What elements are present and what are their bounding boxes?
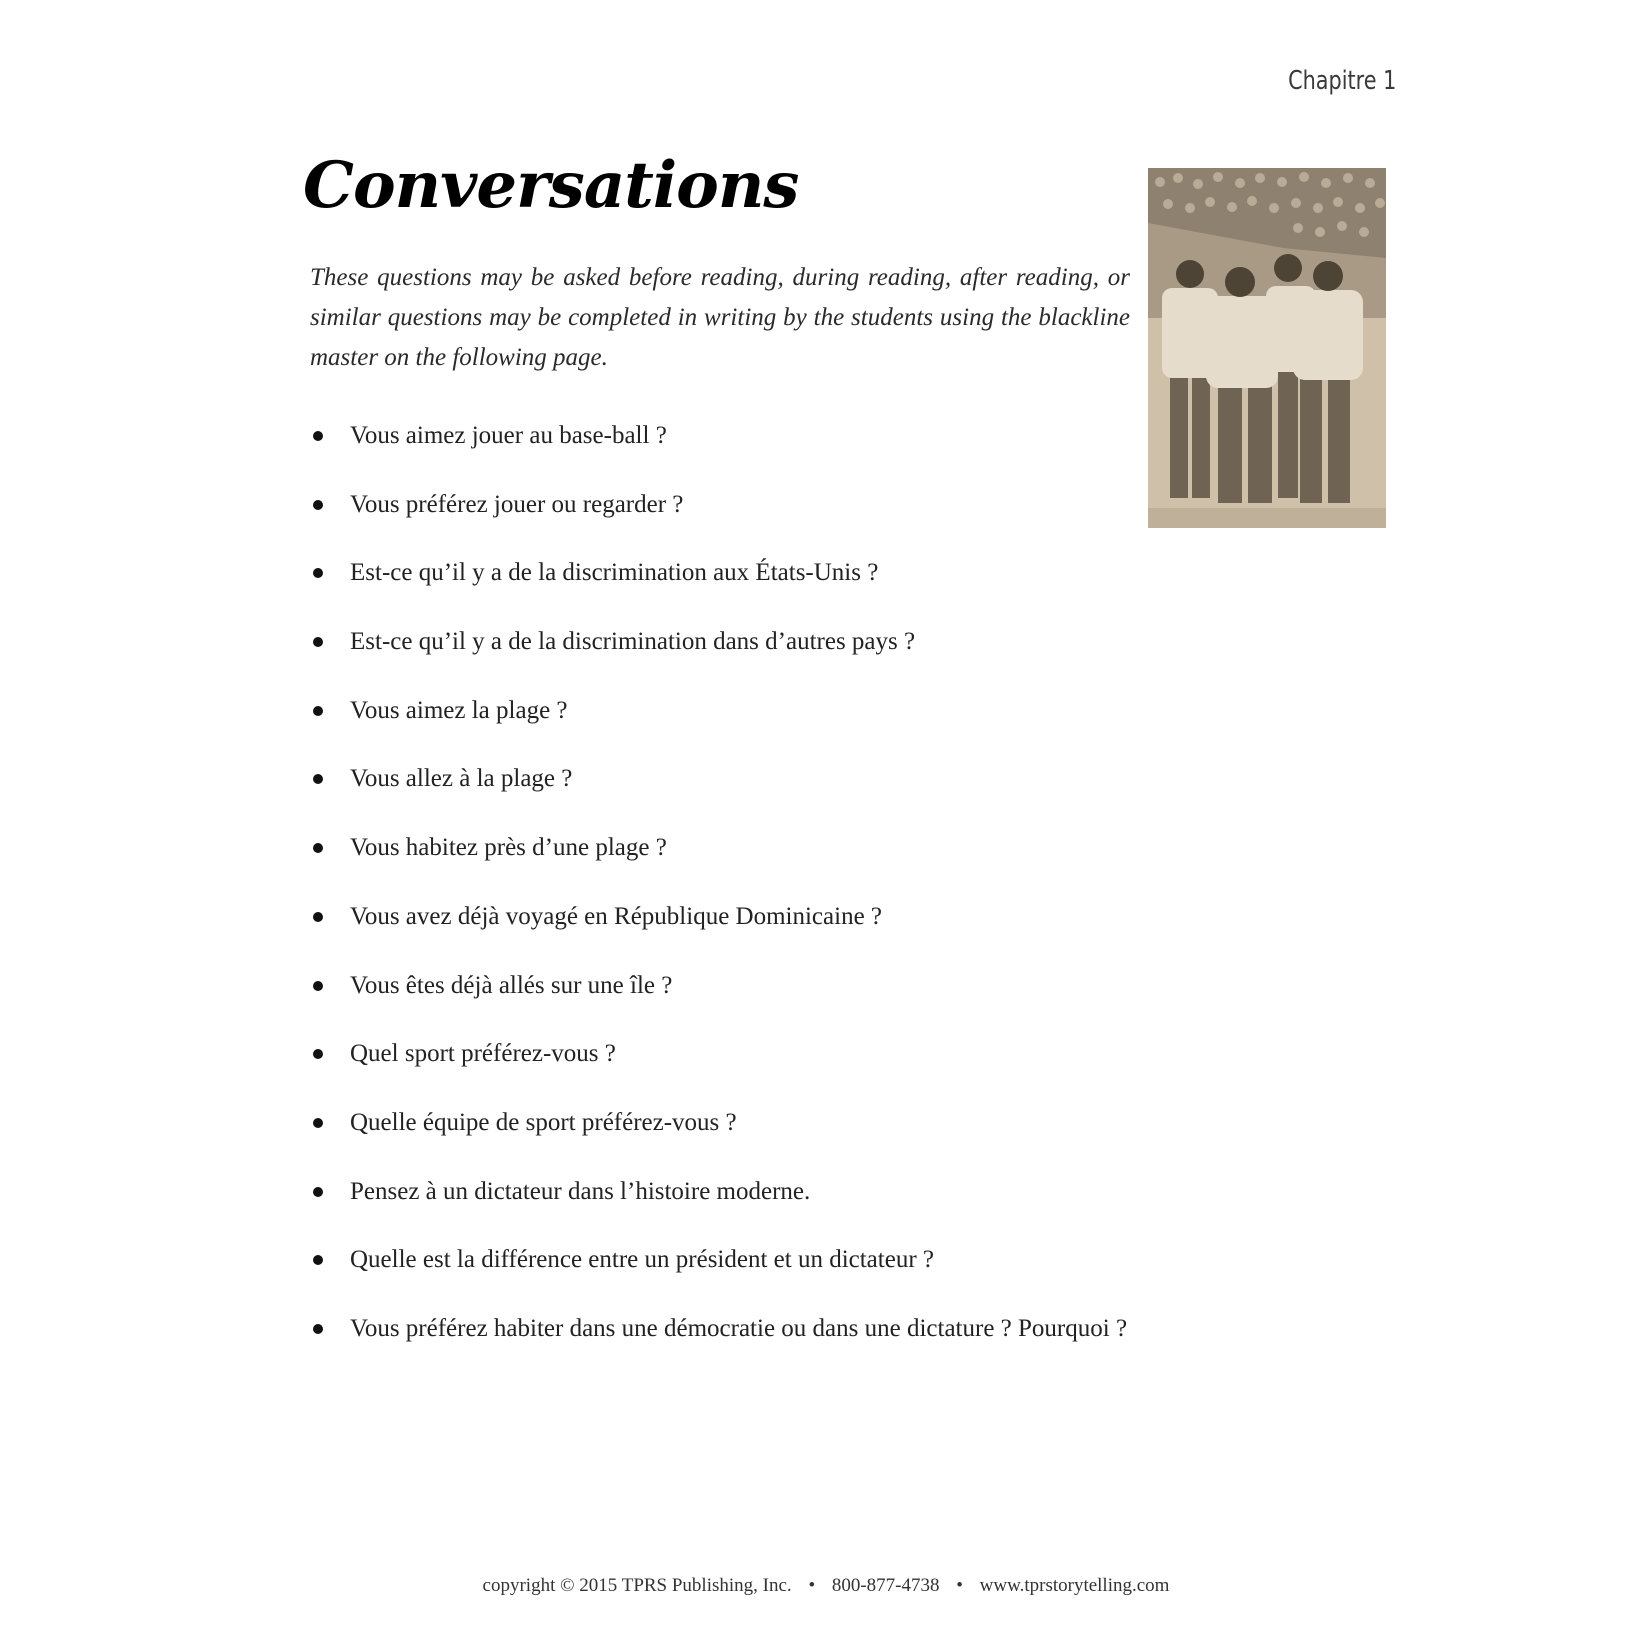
question-text: Vous allez à la plage ? xyxy=(350,765,573,793)
bullet-icon xyxy=(313,1324,323,1334)
bullet-icon xyxy=(313,843,323,853)
bullet-icon xyxy=(313,637,323,647)
list-item xyxy=(310,764,1127,833)
list-item xyxy=(310,971,1127,1040)
bullet-icon xyxy=(313,1049,323,1059)
bullet-icon xyxy=(313,1118,323,1128)
question-text: Vous avez déjà voyagé en République Dominicaine ? xyxy=(350,902,883,930)
umpires-photo-icon xyxy=(1148,168,1386,528)
page-footer xyxy=(0,1575,1652,1597)
bullet-icon xyxy=(313,912,323,922)
question-text: Vous êtes déjà allés sur une île ? xyxy=(350,971,673,999)
question-text: Quelle équipe de sport préférez-vous ? xyxy=(350,1108,737,1136)
list-item xyxy=(310,696,1127,765)
footer-separator: • xyxy=(956,1575,963,1596)
bullet-icon xyxy=(313,431,323,441)
question-text: Vous préférez habiter dans une démocratie ou dans une dictature ? Pourquoi ? xyxy=(350,1314,1128,1342)
question-text: Vous aimez la plage ? xyxy=(350,696,568,724)
list-item xyxy=(310,902,1127,971)
umpires-photo xyxy=(1148,168,1386,528)
bullet-icon xyxy=(313,568,323,578)
question-text: Vous aimez jouer au base-ball ? xyxy=(350,422,667,449)
phone-number: 800-877-4738 xyxy=(831,1575,940,1596)
question-text: Vous habitez près d’une plage ? xyxy=(350,834,667,862)
list-item xyxy=(310,1108,1127,1177)
list-item xyxy=(310,1177,1127,1246)
bullet-icon xyxy=(313,706,323,716)
question-text: Pensez à un dictateur dans l’histoire moderne. xyxy=(350,1177,811,1205)
list-item xyxy=(310,1314,1127,1383)
copyright-text: copyright © 2015 TPRS Publishing, Inc. xyxy=(482,1575,792,1596)
footer-separator: • xyxy=(808,1575,816,1596)
list-item xyxy=(310,558,1127,627)
list-item xyxy=(310,421,1127,490)
question-text: Est-ce qu’il y a de la discrimination aux États-Unis ? xyxy=(350,559,879,587)
bullet-icon xyxy=(313,1187,323,1197)
list-item xyxy=(310,627,1127,696)
question-list xyxy=(310,421,1127,1383)
question-text: Quelle est la différence entre un président et un dictateur ? xyxy=(350,1246,934,1274)
page-title: Conversations xyxy=(303,148,799,223)
bullet-icon xyxy=(313,774,323,784)
question-text: Quel sport préférez-vous ? xyxy=(350,1040,616,1068)
website-link[interactable]: www.tprstorytelling.com xyxy=(979,1575,1170,1596)
intro-paragraph: These questions may be asked before reading, during reading, after reading, or similar questions may be completed in writing by the students using the blackline master on the following page. xyxy=(310,264,1130,371)
bullet-icon xyxy=(313,981,323,991)
chapter-label: Chapitre 1 xyxy=(1287,66,1396,96)
list-item xyxy=(310,490,1127,559)
list-item xyxy=(310,1245,1127,1314)
bullet-icon xyxy=(313,1255,323,1265)
list-item xyxy=(310,1039,1127,1108)
bullet-icon xyxy=(313,500,323,510)
list-item xyxy=(310,833,1127,902)
question-text: Est-ce qu’il y a de la discrimination dans d’autres pays ? xyxy=(350,628,916,656)
question-text: Vous préférez jouer ou regarder ? xyxy=(350,490,684,518)
